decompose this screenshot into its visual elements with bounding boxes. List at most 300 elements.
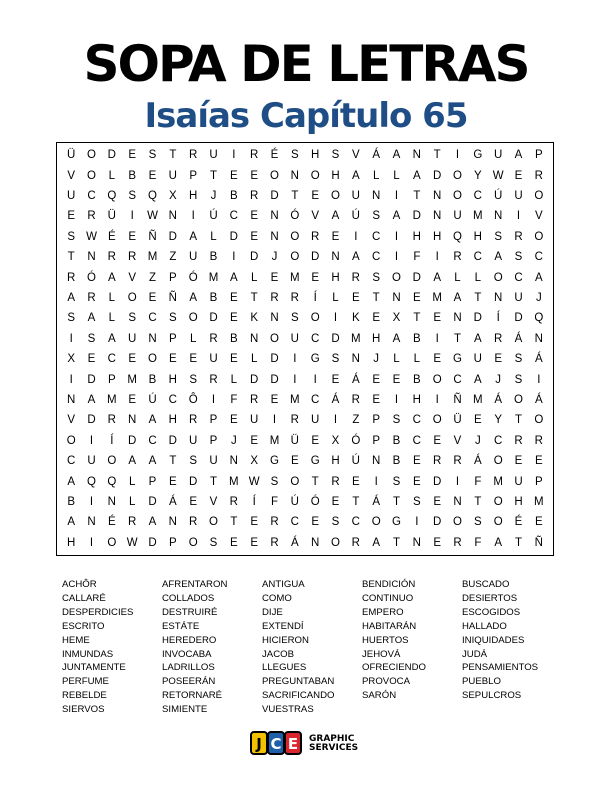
grid-cell: D <box>107 149 116 162</box>
grid-cell: E <box>168 353 177 366</box>
grid-cell: L <box>393 169 400 182</box>
grid-cell: N <box>433 210 442 223</box>
word-list-item: OFRECIENDO <box>362 662 426 674</box>
grid-cell: E <box>412 291 421 304</box>
grid-cell: V <box>128 271 136 284</box>
word-list-item: ESCRITO <box>62 620 105 632</box>
grid-cell: K <box>351 312 360 325</box>
grid-cell: M <box>534 495 544 508</box>
grid-cell: L <box>128 475 136 488</box>
grid-cell: P <box>148 475 157 488</box>
grid-cell: D <box>270 353 279 366</box>
grid-cell: D <box>514 312 523 325</box>
grid-cell: O <box>188 536 198 549</box>
grid-cell: I <box>293 373 297 386</box>
grid-cell: O <box>188 312 198 325</box>
grid-cell: E <box>331 373 340 386</box>
grid-cell: I <box>272 414 277 427</box>
grid-cell: T <box>433 149 441 162</box>
grid-cell: W <box>126 536 138 549</box>
page-subtitle: Isaías Capítulo 65 <box>144 96 468 136</box>
word-list-item: HABITARÁN <box>362 620 417 632</box>
grid-cell: E <box>311 434 319 447</box>
grid-cell: C <box>168 393 177 406</box>
grid-cell: S <box>67 312 75 325</box>
grid-cell: E <box>331 230 340 243</box>
grid-cell: V <box>351 149 360 162</box>
grid-cell: B <box>229 332 238 345</box>
grid-cell: N <box>67 393 76 406</box>
grid-cell: S <box>87 332 96 345</box>
grid-cell: D <box>433 475 442 488</box>
grid-cell: I <box>211 393 216 406</box>
grid-cell: O <box>453 189 462 202</box>
grid-cell: O <box>493 455 503 468</box>
word-list-item: SIERVOS <box>62 704 105 716</box>
grid-cell: O <box>432 373 442 386</box>
grid-cell: P <box>107 373 116 386</box>
grid-cell: B <box>148 373 157 386</box>
grid-cell: R <box>250 189 259 202</box>
grid-cell: O <box>87 149 96 162</box>
grid-cell: C <box>311 332 320 345</box>
grid-cell: D <box>189 475 198 488</box>
grid-cell: T <box>514 414 522 427</box>
grid-cell: A <box>433 271 441 284</box>
word-list-item: DESIERTOS <box>462 592 518 604</box>
grid-cell: R <box>534 434 543 447</box>
grid-cell: R <box>453 455 462 468</box>
grid-cell: U <box>494 149 503 162</box>
grid-cell: R <box>331 475 340 488</box>
grid-cell: O <box>310 169 320 182</box>
grid-cell: A <box>148 516 157 529</box>
grid-cell: U <box>67 189 76 202</box>
grid-cell: E <box>433 536 441 549</box>
grid-cell: E <box>433 353 441 366</box>
grid-cell: O <box>290 475 300 488</box>
word-list-item: LLEGUES <box>262 662 307 674</box>
grid-cell: Á <box>351 373 360 386</box>
grid-cell: Ú <box>290 495 299 508</box>
grid-cell: S <box>290 312 299 325</box>
grid-cell: Z <box>148 271 156 284</box>
grid-cell: A <box>453 291 462 304</box>
grid-cell: E <box>189 495 197 508</box>
grid-cell: H <box>331 455 340 468</box>
grid-cell: O <box>310 312 320 325</box>
grid-cell: E <box>270 393 279 406</box>
grid-cell: X <box>168 189 177 202</box>
word-list-item: EXTENDÍ <box>262 620 304 632</box>
grid-cell: H <box>331 271 340 284</box>
grid-cell: S <box>372 271 380 284</box>
grid-cell: E <box>148 291 157 304</box>
logo-letter-e: E <box>287 735 299 753</box>
word-list-item: ESCOGIDOS <box>462 606 521 618</box>
grid-cell: N <box>250 332 259 345</box>
grid-cell: S <box>290 149 299 162</box>
grid-cell: A <box>107 271 116 284</box>
grid-cell: E <box>412 475 421 488</box>
grid-cell: O <box>331 536 340 549</box>
grid-cell: I <box>89 536 94 549</box>
grid-cell: O <box>534 230 544 243</box>
grid-cell: A <box>87 312 96 325</box>
grid-cell: E <box>311 516 319 529</box>
grid-cell: N <box>168 516 177 529</box>
word-list-item: JUNTAMENTE <box>62 662 126 674</box>
grid-cell: R <box>209 373 218 386</box>
grid-cell: T <box>392 495 400 508</box>
grid-cell: R <box>453 251 462 264</box>
grid-cell: I <box>394 189 399 202</box>
grid-cell: U <box>290 332 299 345</box>
grid-cell: E <box>250 536 258 549</box>
grid-cell: A <box>473 373 482 386</box>
grid-cell: O <box>107 536 117 549</box>
grid-cell: Q <box>107 475 117 488</box>
grid-cell: R <box>189 516 198 529</box>
grid-cell: A <box>412 169 421 182</box>
grid-cell: E <box>433 434 441 447</box>
grid-cell: C <box>494 434 503 447</box>
grid-cell: G <box>310 455 320 468</box>
grid-cell: E <box>372 312 380 325</box>
grid-cell: I <box>232 149 236 162</box>
grid-cell: E <box>229 353 238 366</box>
grid-cell: O <box>148 353 157 366</box>
grid-cell: G <box>473 149 483 162</box>
grid-cell: Z <box>169 251 177 264</box>
grid-cell: M <box>290 393 300 406</box>
grid-cell: N <box>433 189 442 202</box>
grid-cell: H <box>67 536 76 549</box>
grid-cell: U <box>351 189 360 202</box>
grid-cell: M <box>432 291 442 304</box>
grid-cell: J <box>271 251 278 264</box>
grid-cell: N <box>453 312 462 325</box>
grid-cell: S <box>209 536 218 549</box>
grid-cell: Í <box>252 495 256 508</box>
grid-cell: N <box>392 291 401 304</box>
grid-cell: U <box>209 353 218 366</box>
grid-cell: E <box>270 271 279 284</box>
grid-cell: B <box>128 169 136 182</box>
grid-cell: U <box>514 189 523 202</box>
grid-cell: R <box>351 393 360 406</box>
grid-cell: D <box>250 373 259 386</box>
grid-cell: D <box>270 189 279 202</box>
grid-cell: L <box>210 230 217 243</box>
grid-cell: R <box>229 495 238 508</box>
word-list-item: HUERTOS <box>362 634 409 646</box>
grid-cell: O <box>514 393 523 406</box>
grid-cell: E <box>311 189 319 202</box>
grid-cell: T <box>453 332 461 345</box>
grid-cell: D <box>473 312 482 325</box>
grid-cell: U <box>473 353 482 366</box>
grid-cell: T <box>67 251 75 264</box>
grid-cell: T <box>474 291 482 304</box>
grid-cell: C <box>412 414 421 427</box>
grid-cell: L <box>108 312 116 325</box>
grid-cell: Y <box>473 169 482 182</box>
grid-cell: R <box>209 332 218 345</box>
grid-cell: R <box>270 291 279 304</box>
grid-cell: A <box>473 332 482 345</box>
grid-cell: V <box>453 434 462 447</box>
word-column <box>62 578 162 717</box>
grid-cell: E <box>311 271 319 284</box>
grid-cell: C <box>453 373 462 386</box>
grid-cell: T <box>291 189 299 202</box>
grid-cell: E <box>168 475 177 488</box>
grid-cell: F <box>474 475 482 488</box>
word-list-item: INVOCABA <box>162 648 212 660</box>
grid-cell: Á <box>494 393 502 406</box>
grid-cell: Ó <box>290 210 300 223</box>
word-list-item: PREGUNTABAN <box>262 676 335 688</box>
grid-cell: R <box>453 536 462 549</box>
word-list-item: VUESTRAS <box>262 704 314 716</box>
word-list-item: SEPULCROS <box>462 690 522 702</box>
grid-cell: N <box>168 210 177 223</box>
word-list-item: INMUNDAS <box>62 648 114 660</box>
grid-cell: U <box>250 414 259 427</box>
grid-cell: B <box>209 251 218 264</box>
grid-cell: A <box>351 251 360 264</box>
grid-cell: J <box>495 373 502 386</box>
grid-cell: S <box>331 149 340 162</box>
grid-cell: Á <box>372 149 380 162</box>
word-list-item: AFRENTARON <box>162 579 228 590</box>
grid-cell: G <box>270 455 279 468</box>
grid-cell: I <box>415 516 419 529</box>
grid-cell: B <box>209 291 218 304</box>
grid-cell: H <box>433 230 442 243</box>
grid-cell: L <box>332 291 339 304</box>
grid-cell: H <box>372 332 381 345</box>
grid-cell: Í <box>313 291 317 304</box>
grid-cell: Q <box>534 312 544 325</box>
grid-cell: A <box>229 271 238 284</box>
grid-cell: M <box>473 393 483 406</box>
grid-cell: P <box>168 271 177 284</box>
grid-cell: D <box>209 312 218 325</box>
word-list-item: HEME <box>62 634 90 646</box>
grid-cell: O <box>270 169 279 182</box>
grid-cell: Á <box>514 332 523 345</box>
grid-cell: R <box>534 169 543 182</box>
grid-cell: D <box>168 230 177 243</box>
grid-cell: V <box>311 210 319 223</box>
grid-cell: N <box>148 332 157 345</box>
grid-cell: C <box>534 251 543 264</box>
word-list-item: SIMIENTE <box>162 704 208 716</box>
grid-cell: Ñ <box>534 536 543 549</box>
grid-cell: Q <box>107 189 117 202</box>
grid-cell: S <box>331 353 340 366</box>
grid-cell: E <box>250 516 258 529</box>
grid-cell: L <box>413 353 421 366</box>
grid-cell: R <box>433 455 442 468</box>
word-list-item: CONTINUO <box>362 592 414 604</box>
grid-cell: D <box>168 434 177 447</box>
word-list-item: ANTIGUA <box>262 579 305 590</box>
grid-cell: S <box>392 475 401 488</box>
grid-cell: U <box>189 251 198 264</box>
logo-line-services: SERVICES <box>309 743 359 753</box>
word-list-item: JACOB <box>262 648 294 660</box>
grid-cell: N <box>412 536 421 549</box>
grid-cell: U <box>168 169 177 182</box>
grid-cell: U <box>514 475 523 488</box>
grid-cell: Á <box>473 455 482 468</box>
grid-cell: N <box>87 516 96 529</box>
grid-cell: M <box>107 393 117 406</box>
grid-cell: S <box>392 414 401 427</box>
grid-cell: A <box>148 414 157 427</box>
grid-cell: I <box>89 434 94 447</box>
grid-cell: M <box>208 271 219 284</box>
grid-cell: I <box>374 475 378 488</box>
grid-cell: T <box>352 495 360 508</box>
grid-cell: A <box>392 210 401 223</box>
word-list-item: SACRIFICANDO <box>262 690 335 702</box>
grid-cell: A <box>534 271 543 284</box>
grid-cell: A <box>128 455 136 468</box>
grid-cell: E <box>331 495 340 508</box>
grid-cell: O <box>290 251 300 264</box>
grid-cell: C <box>229 210 238 223</box>
grid-cell: C <box>290 516 299 529</box>
grid-cell: L <box>250 353 258 366</box>
grid-cell: É <box>107 230 116 243</box>
grid-cell: C <box>148 434 157 447</box>
grid-cell: F <box>270 495 278 508</box>
grid-cell: M <box>351 332 361 345</box>
word-list-item: POSEERÁN <box>162 676 216 688</box>
grid-cell: Í <box>110 434 114 447</box>
word-column <box>162 578 262 717</box>
grid-cell: R <box>87 291 96 304</box>
grid-cell: D <box>87 373 96 386</box>
grid-cell: I <box>435 393 439 406</box>
grid-cell: N <box>128 414 137 427</box>
grid-cell: E <box>189 353 197 366</box>
grid-cell: S <box>514 373 523 386</box>
grid-cell: C <box>148 312 157 325</box>
grid-cell: I <box>89 495 94 508</box>
word-list-item: SARÓN <box>362 690 397 702</box>
word-list-item: PENSAMIENTOS <box>462 662 539 674</box>
grid-cell: R <box>514 230 523 243</box>
grid-cell: Y <box>494 414 502 427</box>
grid-cell: J <box>230 434 237 447</box>
grid-cell: I <box>130 210 134 223</box>
grid-cell: Z <box>352 414 360 427</box>
grid-cell: C <box>107 353 116 366</box>
grid-cell: T <box>209 475 217 488</box>
grid-cell: Ü <box>107 210 116 223</box>
word-list-item: ACHÔR <box>62 579 97 590</box>
grid-cell: M <box>127 373 137 386</box>
grid-cell: D <box>311 251 320 264</box>
logo-letter-j: J <box>256 735 262 753</box>
grid-cell: T <box>209 169 217 182</box>
grid-cell: C <box>351 516 360 529</box>
grid-cell: E <box>433 312 441 325</box>
grid-cell: A <box>107 332 116 345</box>
grid-cell: Í <box>496 312 500 325</box>
grid-cell: V <box>209 495 218 508</box>
grid-cell: E <box>128 230 136 243</box>
grid-cell: O <box>534 189 544 202</box>
grid-cell: C <box>311 393 320 406</box>
grid-cell: I <box>333 414 338 427</box>
grid-cell: I <box>333 312 338 325</box>
grid-cell: H <box>514 495 523 508</box>
grid-cell: S <box>67 230 75 243</box>
grid-cell: R <box>107 251 116 264</box>
grid-cell: D <box>128 434 137 447</box>
grid-cell: N <box>270 230 279 243</box>
grid-cell: E <box>372 393 380 406</box>
grid-cell: S <box>148 149 157 162</box>
grid-cell: U <box>453 210 462 223</box>
grid-cell: U <box>189 434 198 447</box>
grid-cell: R <box>311 230 320 243</box>
grid-cell: É <box>514 516 523 529</box>
grid-cell: C <box>514 271 523 284</box>
grid-cell: A <box>372 536 380 549</box>
word-column <box>462 578 562 717</box>
grid-cell: G <box>453 353 462 366</box>
grid-cell: L <box>454 271 461 284</box>
grid-cell: V <box>534 210 543 223</box>
grid-cell: A <box>189 291 197 304</box>
word-list <box>62 578 582 717</box>
grid-cell: P <box>209 434 218 447</box>
grid-cell: I <box>232 251 236 264</box>
grid-cell: A <box>494 536 502 549</box>
grid-cell: H <box>412 393 421 406</box>
word-list-item: LADRILLOS <box>162 662 215 674</box>
grid-cell: O <box>66 434 76 447</box>
grid-cell: D <box>412 210 421 223</box>
jce-logo-icon <box>250 729 306 759</box>
grid-cell: E <box>473 414 482 427</box>
grid-cell: X <box>392 312 401 325</box>
grid-cell: R <box>250 393 259 406</box>
grid-cell: W <box>248 475 260 488</box>
grid-cell: R <box>290 414 299 427</box>
grid-cell: O <box>209 516 218 529</box>
grid-cell: E <box>514 169 523 182</box>
grid-cell: I <box>455 475 460 488</box>
grid-cell: L <box>128 495 136 508</box>
grid-cell: L <box>108 169 116 182</box>
grid-cell: O <box>453 516 462 529</box>
grid-cell: H <box>473 230 482 243</box>
grid-cell: I <box>191 210 195 223</box>
grid-cell: D <box>148 495 157 508</box>
grid-cell: T <box>169 149 177 162</box>
grid-cell: D <box>433 169 442 182</box>
word-list-item: HEREDERO <box>162 634 217 646</box>
grid-cell: R <box>87 210 96 223</box>
